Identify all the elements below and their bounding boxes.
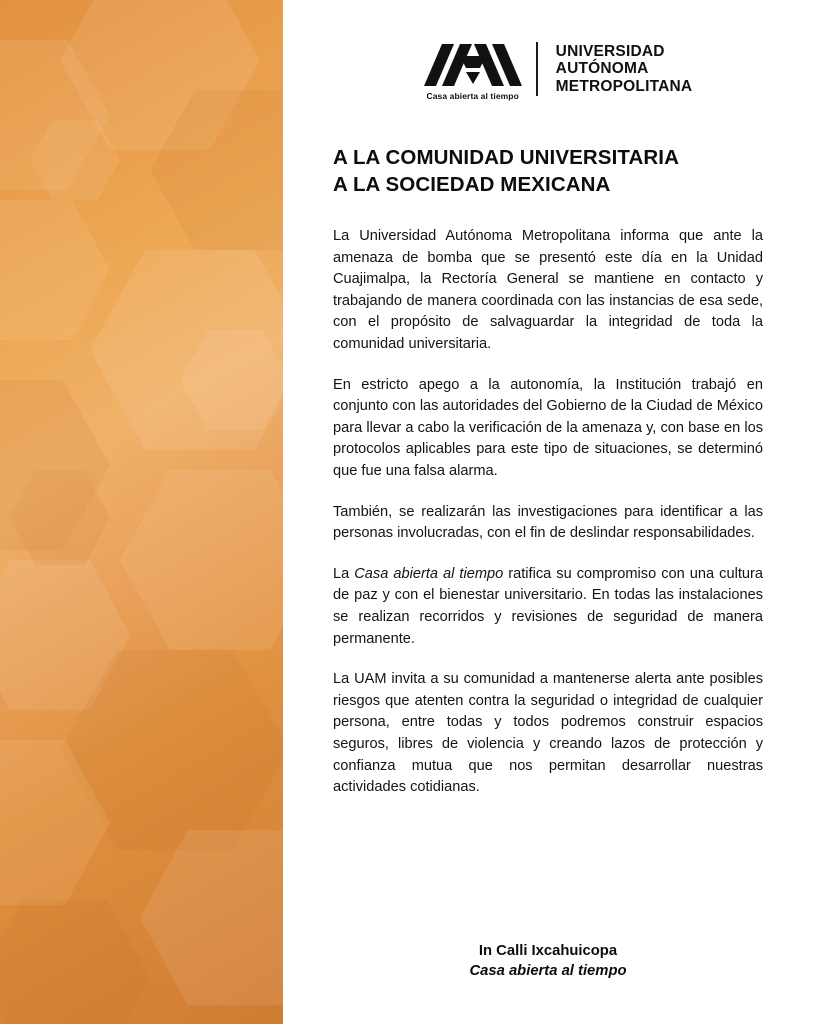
paragraph-4-after: ratifica su compromiso con una cultura de paz y con el bienestar universitario. En todas las instalaciones se realizan recorridos y revisiones de seguridad de manera permanente. — [333, 565, 763, 647]
paragraph-4-italic-motto — [333, 564, 763, 650]
logo-word-3: METROPOLITANA — [555, 77, 693, 95]
paragraph-5: La UAM invita a su comunidad a mantenerse alerta ante posibles riesgos que atenten contra la seguridad o integridad de cualquier persona, entre todas y todos podremos construir espacios seguros, libres de violencia y creando lazos de protección y confianza mutua que nos permitan desarrollar nuestras actividades cotidianas. — [333, 671, 763, 796]
paragraph-2: En estricto apego a la autonomía, la Institución trabajó en conjunto con las autoridades del Gobierno de la Ciudad de México para llevar a cabo la verificación de la amenaza y, con base en los protocolos aplicables para este tipo de situaciones, se determinó que fue una falsa alarma. — [333, 376, 763, 480]
uam-logo — [351, 38, 763, 100]
document-content — [283, 0, 819, 1024]
signature-line-1: In Calli Ixcahuicopa — [478, 942, 618, 959]
page-title — [333, 144, 763, 198]
logo-word-2: AUTÓNOMA — [555, 60, 649, 78]
title-line-1: A LA COMUNIDAD UNIVERSITARIA — [333, 146, 679, 169]
signature-line-2: Casa abierta al tiempo — [469, 963, 627, 980]
logo-divider — [536, 42, 538, 96]
hexagon-pattern-overlay — [0, 0, 283, 1024]
paragraph-3: También, se realizarán las investigaciones para identificar a las personas involucradas, con el fin de deslindar responsabilidades. — [333, 503, 763, 542]
logo-caption: Casa abierta al tiempo — [426, 91, 519, 101]
logo-word-1: UNIVERSIDAD — [555, 42, 665, 60]
uam-logo-mark — [422, 38, 524, 100]
logo-wordmark — [556, 43, 693, 95]
institutional-motto: Casa abierta al tiempo — [354, 565, 504, 582]
paragraph-1: La Universidad Autónoma Metropolitana informa que ante la amenaza de bomba que se presentó este día en la Unidad Cuajimalpa, la Rectoría General se mantiene en contacto y trabajando de manera coordinada con las instancias de esa sede, con el propósito de salvaguardar la integridad de toda la comunidad universitaria. — [333, 228, 763, 353]
signature-block — [333, 941, 763, 982]
decorative-gradient-band — [0, 0, 283, 1024]
paragraph-4-before: La — [333, 565, 355, 582]
title-line-2: A LA SOCIEDAD MEXICANA — [333, 173, 611, 197]
